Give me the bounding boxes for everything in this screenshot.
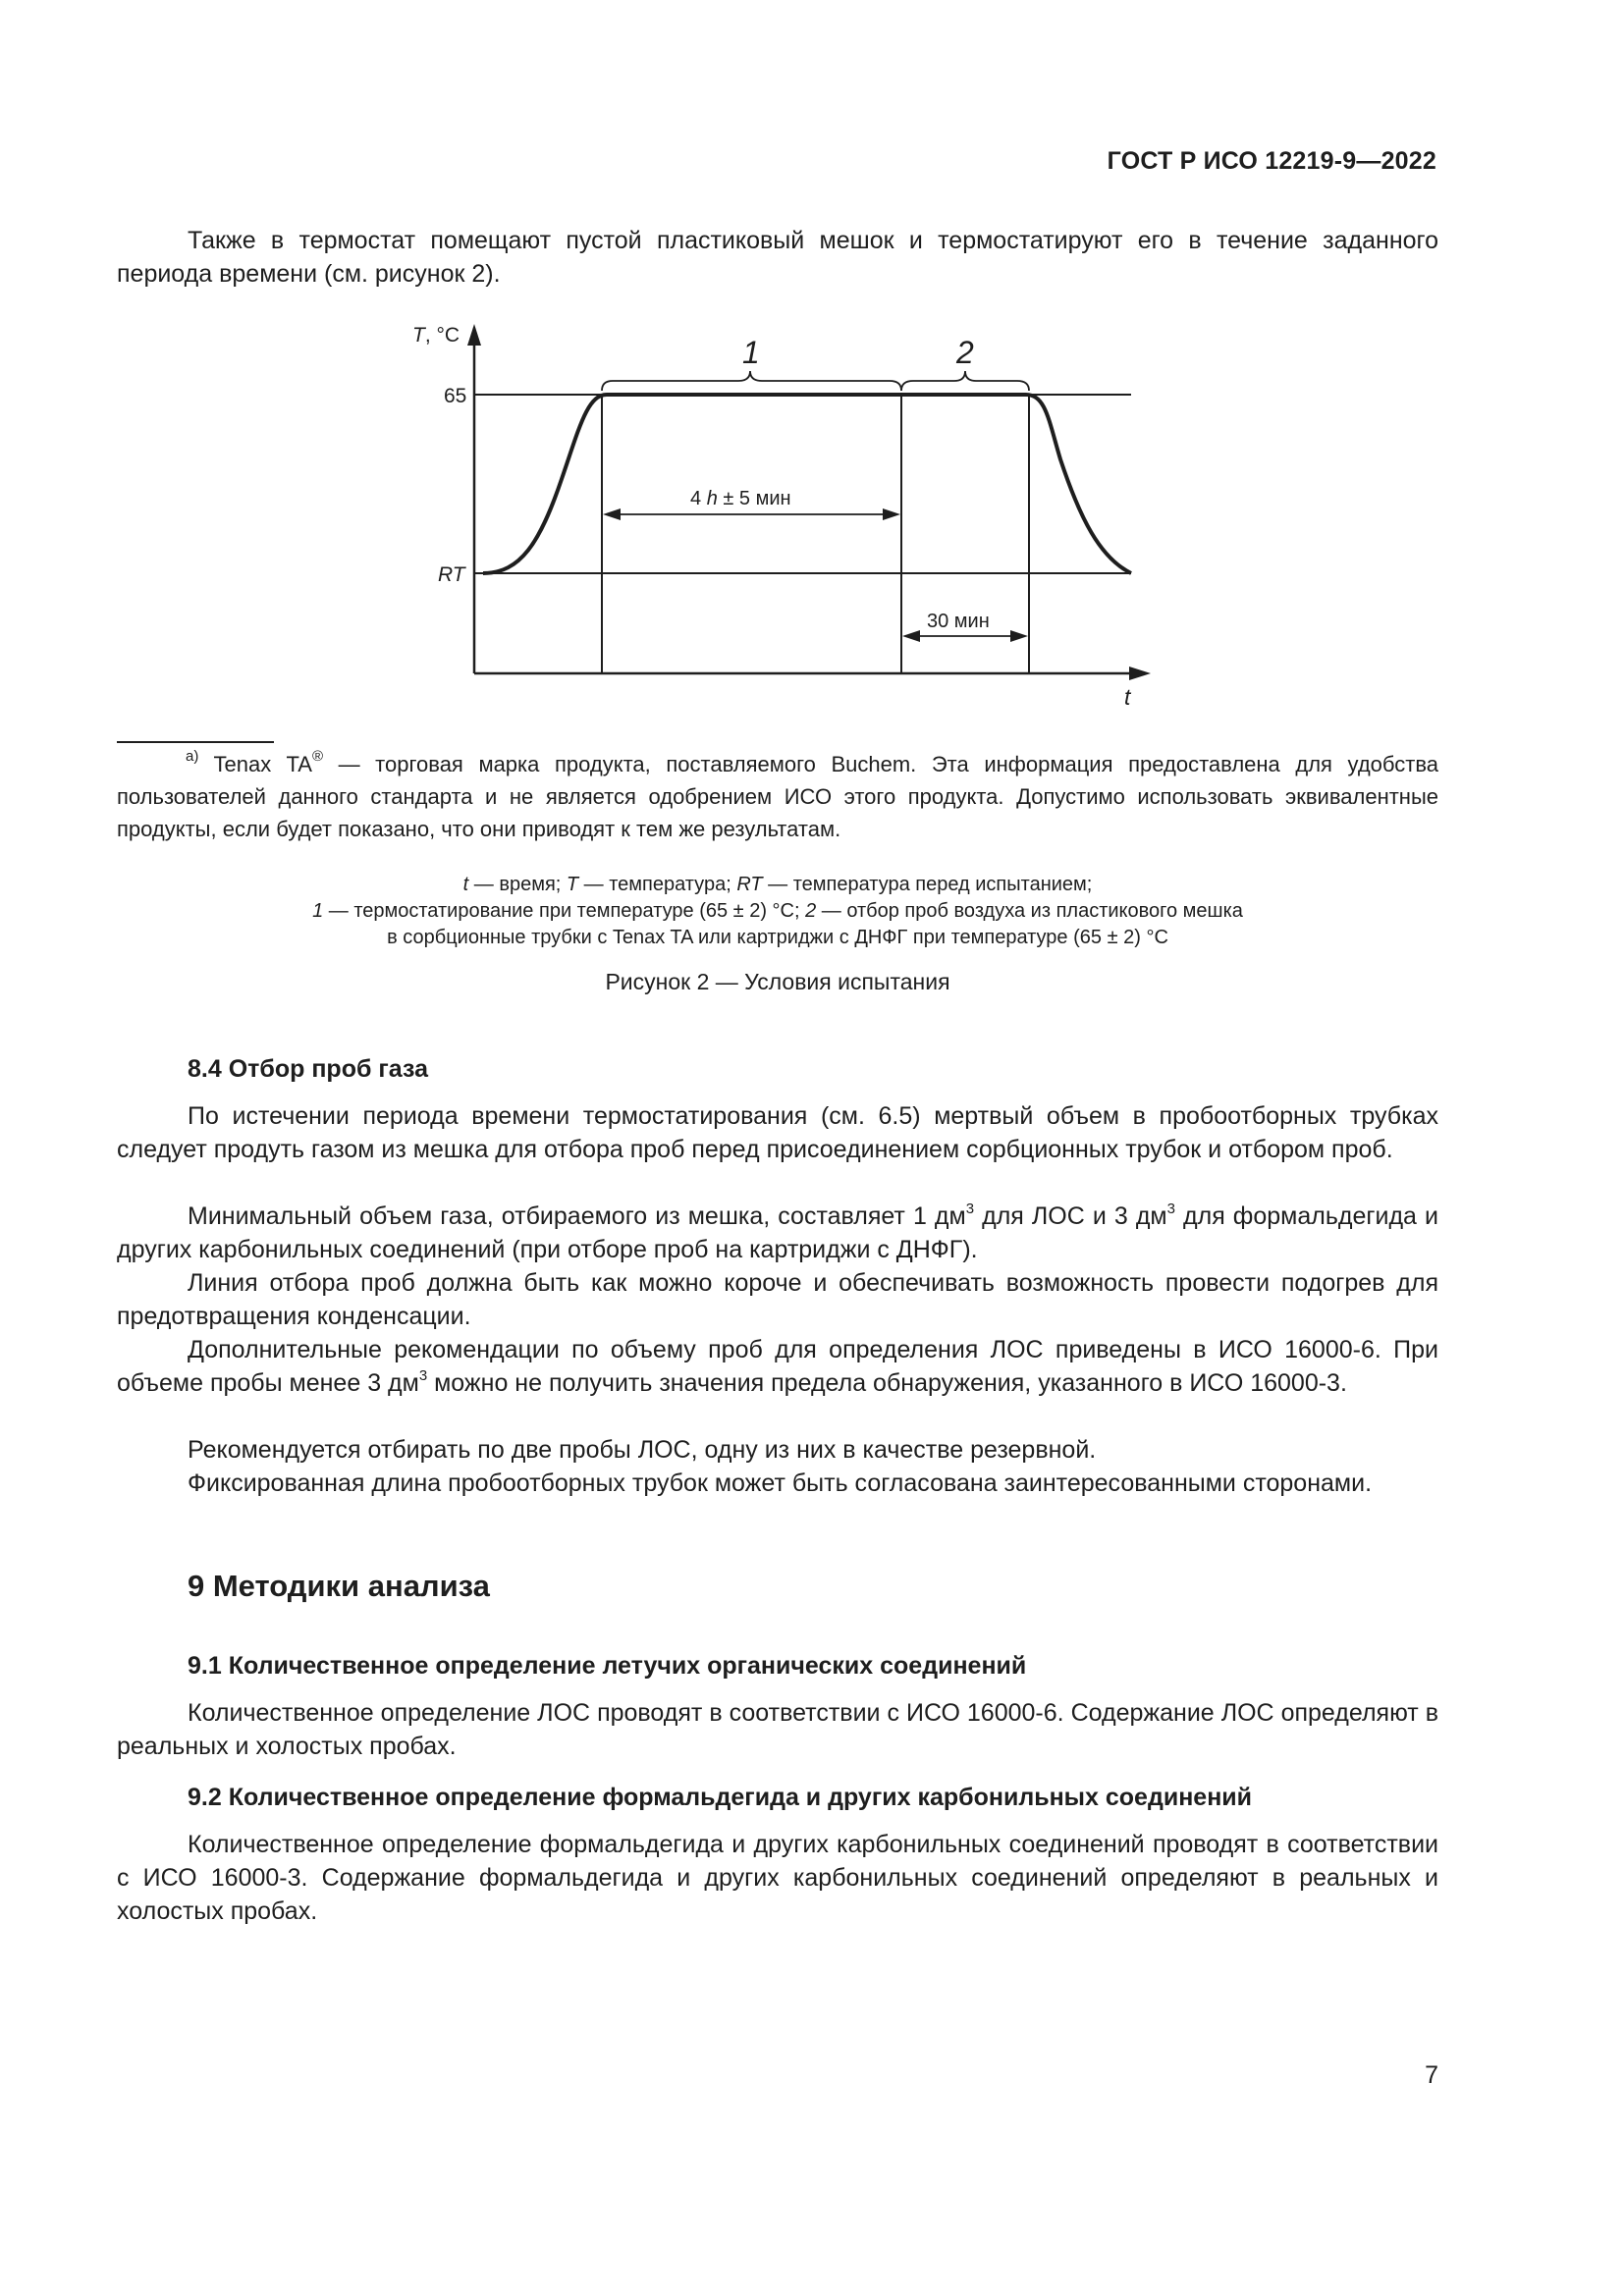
y-axis-arrow bbox=[467, 324, 481, 346]
figure-key bbox=[117, 872, 1438, 951]
section-8-4-paragraph-1: По истечении периода времени термостатирования (см. 6.5) мертвый объем в пробоотборных трубках следует продуть газом из мешка для отбора проб перед присоединением сорбционных трубок и отбором проб. bbox=[117, 1102, 1438, 1163]
x-axis-label: t bbox=[1124, 684, 1131, 710]
footnote-brand: Tenax TA bbox=[213, 752, 312, 776]
section-9-heading: 9 Методики анализа bbox=[188, 1569, 490, 1603]
section-8-4-paragraph-3: Линия отбора проб должна быть как можно короче и обеспечивать возможность провести подогрев для предотвращения конденсации. bbox=[117, 1269, 1438, 1330]
figure-caption: Рисунок 2 — Условия испытания bbox=[605, 969, 950, 994]
section-8-4-paragraph-2: Минимальный объем газа, отбираемого из мешка, составляет 1 $дм^3$ для ЛОС и 3 $дм^3$ для формальдегида и других карбонильных соединений (при отборе проб на картриджи с ДНФГ). bbox=[117, 1201, 1438, 1263]
footnote bbox=[117, 748, 1438, 845]
section-9-2-heading: 9.2 Количественное определение формальдегида и других карбонильных соединений bbox=[188, 1784, 1253, 1811]
tick-label-65: 65 bbox=[444, 385, 467, 407]
dim-4h-label: 4 h ± 5 мин bbox=[690, 488, 791, 509]
y-axis-label: T, °C bbox=[412, 324, 460, 347]
document-code-header: ГОСТ Р ИСО 12219-9—2022 bbox=[1107, 147, 1436, 175]
key-line-1: t — время; T — температура; RT — температура перед испытанием; bbox=[462, 874, 1093, 895]
key-line-2: 1 — термостатирование при температуре (65 ± 2) °C; 2 — отбор проб воздуха из пластикового мешка bbox=[312, 900, 1243, 922]
region-1-label: 1 bbox=[742, 335, 760, 370]
temperature-time-diagram bbox=[393, 312, 1159, 715]
dim-30-label: 30 мин bbox=[927, 611, 990, 632]
section-8-4-heading: 8.4 Отбор проб газа bbox=[188, 1055, 428, 1083]
section-8-4-paragraph-6: Фиксированная длина пробоотборных трубок может быть согласована заинтересованными сторонами. bbox=[188, 1469, 1373, 1497]
footnote-text: — торговая марка продукта, поставляемого Buchem. Эта информация предоставлена для удобства пользователей данного стандарта и не является одобрением ИСО этого продукта. Допустимо использовать эквивалентные продукты, если будет показано, что они приводят к тем же результатам. bbox=[117, 752, 1438, 841]
section-9-1-heading: 9.1 Количественное определение летучих органических соединений bbox=[188, 1652, 1027, 1680]
footnote-marker: a) bbox=[186, 748, 199, 765]
section-9-2-paragraph: Количественное определение формальдегида и других карбонильных соединений проводят в соответствии с ИСО 16000-3. Содержание формальдегида и других карбонильных соединений определяют в реальных и холостых пробах. bbox=[117, 1831, 1438, 1925]
intro-paragraph: Также в термостат помещают пустой пластиковый мешок и термостатируют его в течение заданного периода времени (см. рисунок 2). bbox=[117, 227, 1438, 288]
key-line-3: в сорбционные трубки с Tenax TA или картриджи с ДНФГ при температуре (65 ± 2) °C bbox=[387, 927, 1168, 948]
region-2-label: 2 bbox=[956, 335, 974, 370]
test-conditions-figure bbox=[393, 312, 1159, 715]
temperature-curve bbox=[483, 395, 1131, 573]
brace-region-2 bbox=[901, 371, 1029, 391]
section-8-4-paragraph-4: Дополнительные рекомендации по объему проб для определения ЛОС приведены в ИСО 16000-6. При объеме пробы менее 3 $дм^3$ можно не получить значения предела обнаружения, указанного в ИСО 16000-3. bbox=[117, 1336, 1438, 1397]
dim-30-arrowhead-right bbox=[1010, 630, 1028, 642]
x-axis-arrow bbox=[1129, 667, 1151, 680]
registered-mark: ® bbox=[311, 748, 323, 765]
dim-30-arrowhead-left bbox=[902, 630, 920, 642]
footnote-rule bbox=[117, 741, 274, 743]
dim-4h-arrowhead-right bbox=[883, 508, 900, 520]
page-number: 7 bbox=[1425, 2061, 1438, 2089]
section-8-4-paragraph-5: Рекомендуется отбирать по две пробы ЛОС, одну из них в качестве резервной. bbox=[188, 1436, 1097, 1464]
brace-region-1 bbox=[602, 371, 901, 391]
tick-label-rt: RT bbox=[438, 563, 465, 586]
section-9-1-paragraph: Количественное определение ЛОС проводят в соответствии с ИСО 16000-6. Содержание ЛОС определяют в реальных и холостых пробах. bbox=[117, 1699, 1438, 1760]
dim-4h-arrowhead-left bbox=[603, 508, 621, 520]
